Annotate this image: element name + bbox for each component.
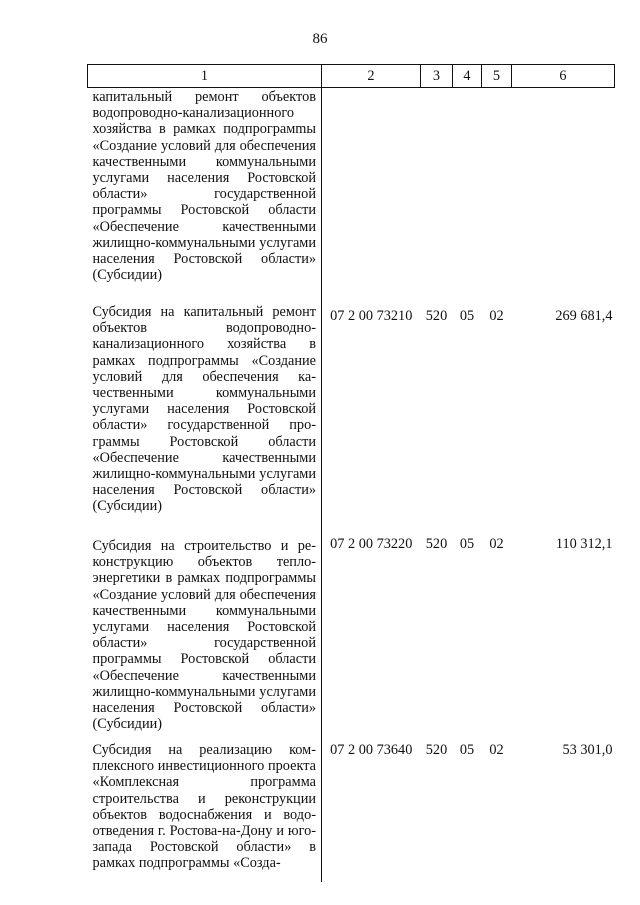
row-description: Субсидия на реализацию комплексного инвестиционного проекта «Комплексная программа строительства и реконструкции объектов водоснабжения и водоотведения г. Ростова-на-Дону и юго-запада Ростовской области» в рамках подпрограммы «Созда- bbox=[88, 740, 322, 882]
budget-table bbox=[87, 64, 615, 882]
column-header-amount: 6 bbox=[512, 65, 615, 88]
table-row bbox=[88, 302, 615, 536]
row-code: 07 2 00 73640 bbox=[330, 742, 413, 758]
column-header-type: 3 bbox=[421, 65, 453, 88]
row-section: 05 bbox=[459, 742, 475, 758]
row-description: капитальный ремонт объектов водопроводно-канализационного хозяйства в рамках подпрограмmы «Создание условий для обеспечения качественными коммунальными услугами населения Ростовской области» государственной программы Ростовской области «Обеспечение качественными жилищно-коммунальными услугами населения Ростовской области» (Субсидии) bbox=[88, 88, 322, 303]
row-section bbox=[453, 88, 482, 303]
row-type bbox=[421, 88, 453, 303]
row-code: 07 2 00 73220 bbox=[330, 536, 413, 552]
column-header-subsection: 5 bbox=[482, 65, 512, 88]
table-row bbox=[88, 88, 615, 303]
row-amount bbox=[512, 88, 615, 303]
column-header-code: 2 bbox=[322, 65, 421, 88]
row-section: 05 bbox=[459, 308, 475, 324]
row-description: Субсидия на строительство и реконструкцию объектов теплоэнергетики в рамках подпрограммы «Создание условий для обеспечения качественными коммунальными услугами населения Ростовской области» государственной программы Ростовской области «Обеспечение качественными жилищно-коммунальными услугами населения Ростовской области» (Субсидии) bbox=[88, 536, 322, 740]
row-code: 07 2 00 73210 bbox=[330, 308, 413, 324]
table-row bbox=[88, 740, 615, 882]
row-type: 520 bbox=[425, 536, 448, 552]
row-amount: 53 301,0 bbox=[562, 742, 613, 758]
column-header-description: 1 bbox=[88, 65, 322, 88]
column-header-section: 4 bbox=[453, 65, 482, 88]
row-subsection: 02 bbox=[489, 536, 504, 552]
page-number: 86 bbox=[312, 31, 328, 47]
row-code bbox=[322, 88, 421, 303]
row-type: 520 bbox=[425, 742, 448, 758]
row-amount: 269 681,4 bbox=[555, 308, 613, 324]
table-row bbox=[88, 536, 615, 740]
row-amount: 110 312,1 bbox=[555, 536, 613, 552]
row-subsection: 02 bbox=[489, 308, 504, 324]
row-description: Субсидия на капитальный ремонт объектов водопроводно-канализационного хозяйства в рамках подпрограммы «Создание условий для обеспечения качественными коммунальными услугами населения Ростовской области» государственной программы Ростовской области «Обеспечение качественными жилищно-коммунальными услугами населения Ростовской области» (Субсидии) bbox=[88, 302, 322, 536]
row-type: 520 bbox=[425, 308, 448, 324]
table-header-row bbox=[88, 65, 615, 88]
row-subsection bbox=[482, 88, 512, 303]
row-subsection: 02 bbox=[489, 742, 504, 758]
row-section: 05 bbox=[459, 536, 475, 552]
